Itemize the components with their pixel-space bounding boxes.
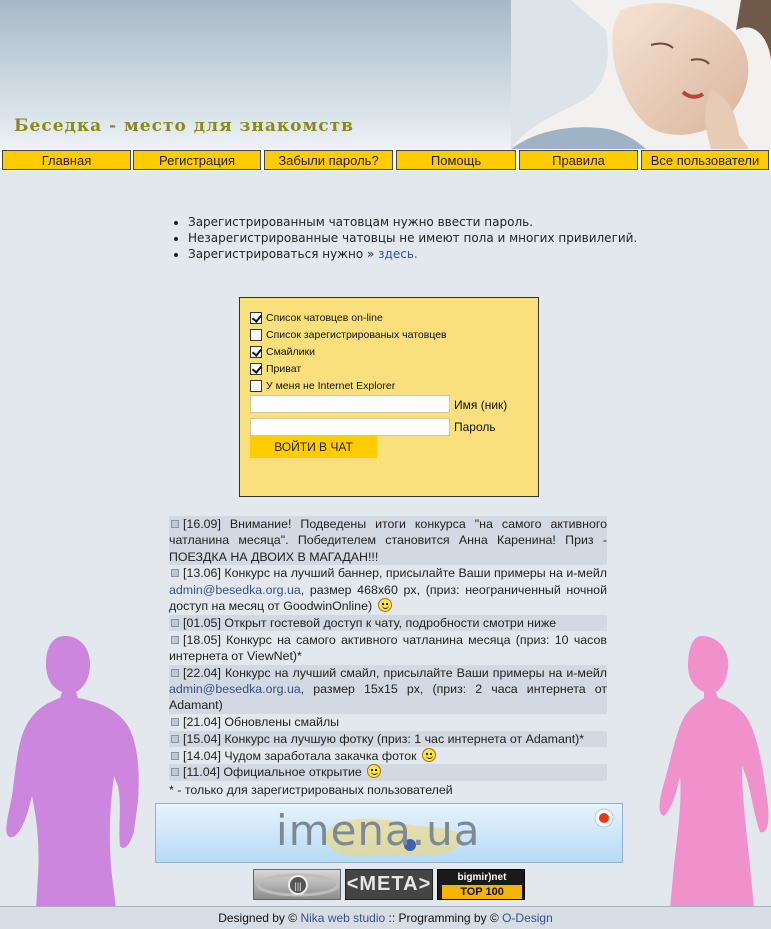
registered-list-checkbox[interactable] (250, 329, 262, 341)
left-silhouette-image (0, 636, 160, 908)
bullet-icon (171, 669, 179, 677)
nav-forgot-password[interactable]: Забыли пароль? (264, 150, 393, 170)
counter-button-1[interactable] (253, 869, 341, 900)
option-label: Приват (266, 362, 302, 375)
news-item: [13.06] Конкурс на лучший баннер, присылайте Ваши примеры на и-мейл admin@besedka.org.ua, размер 468x60 px, (приз: неограниченный ночной доступ на месяц от GoodwinOnline) (169, 566, 607, 613)
nav-help[interactable]: Помощь (396, 150, 516, 170)
counter-logo-icon (254, 870, 341, 900)
private-checkbox[interactable] (250, 363, 262, 375)
not-ie-checkbox[interactable] (250, 380, 262, 392)
imena-banner[interactable] (155, 803, 623, 863)
nav-registration[interactable]: Регистрация (133, 150, 261, 170)
smiley-icon (367, 764, 381, 778)
banner-text: imena.ua (276, 806, 481, 855)
register-prefix: Зарегистрироваться нужно » (188, 247, 375, 261)
news-item: [14.04] Чудом заработала закачка фоток (169, 748, 607, 764)
studio-link[interactable]: Nika web studio (300, 911, 386, 925)
option-label: У меня не Internet Explorer (266, 379, 396, 392)
meta-label: <META> (346, 873, 432, 895)
site-title: Беседка - место для знакомств (14, 116, 354, 136)
password-label: Пароль (454, 420, 496, 434)
header-portrait-image (511, 0, 771, 149)
bullet-icon (171, 569, 179, 577)
winking-smiley-icon (422, 748, 436, 762)
admin-email-link[interactable]: admin@besedka.org.ua (169, 681, 301, 696)
bigmir-label: bigmir)net (457, 872, 507, 883)
admin-email-link[interactable]: admin@besedka.org.ua (169, 582, 301, 597)
news-item: [21.04] Обновлены смайлы (169, 714, 607, 730)
designed-by-text: Designed by © (218, 911, 298, 925)
news-item: [16.09] Внимание! Подведены итоги конкурса "на самого активного чатланина месяца". Победителем становится Анна Каренина! Приз - ПОЕЗДКА НА ДВОИХ В МАГАДАН!!! (169, 517, 607, 564)
enter-chat-button[interactable]: ВОЙТИ В ЧАТ (250, 436, 377, 458)
meta-counter-button[interactable] (345, 869, 433, 900)
login-form (239, 297, 539, 497)
info-item: • Зарегистрированным чатовцам нужно ввести пароль. (188, 214, 637, 230)
option-registered-list[interactable] (250, 327, 447, 342)
register-link[interactable]: здесь. (378, 247, 418, 261)
news-footnote: * - только для зарегистрированых пользователей (169, 782, 453, 797)
option-not-ie[interactable] (250, 378, 395, 393)
top100-label: TOP 100 (442, 885, 522, 899)
glasses-smiley-icon (378, 598, 392, 612)
developer-link[interactable]: O-Design (502, 911, 553, 925)
nickname-input[interactable] (250, 395, 450, 413)
info-item: • Незарегистрированные чатовцы не имеют пола и многих привилегий. (188, 230, 637, 246)
news-item: [01.05] Открыт гостевой доступ к чату, подробности смотри ниже (169, 615, 607, 631)
site-footer (0, 906, 771, 929)
password-input[interactable] (250, 418, 450, 436)
info-list (168, 214, 637, 262)
bullet-icon (171, 520, 179, 528)
right-silhouette-image (630, 636, 771, 908)
bullet-icon (171, 735, 179, 743)
option-online-list[interactable] (250, 310, 383, 325)
bullet-icon (171, 768, 179, 776)
nav-all-users[interactable]: Все пользователи (641, 150, 769, 170)
news-item: [11.04] Официальное открытие (169, 764, 607, 780)
bullet-icon (171, 619, 179, 627)
svg-text:|||: ||| (294, 881, 302, 891)
smileys-checkbox[interactable] (250, 346, 262, 358)
bigmir-counter-button[interactable] (437, 869, 525, 900)
news-list (169, 516, 607, 798)
programming-by-text: Programming by © (398, 911, 499, 925)
bullet-icon (171, 718, 179, 726)
option-label: Смайлики (266, 345, 315, 358)
option-label: Список чатовцев on-line (266, 311, 383, 324)
bullet-icon (171, 752, 179, 760)
nav-home[interactable]: Главная (2, 150, 131, 170)
option-private[interactable] (250, 361, 301, 376)
news-item: [15.04] Конкурс на лучшую фотку (приз: 1 час интернета от Adamant)* (169, 731, 607, 747)
option-smileys[interactable] (250, 344, 315, 359)
info-item-register (188, 246, 637, 262)
bullet-icon (171, 636, 179, 644)
online-list-checkbox[interactable] (250, 312, 262, 324)
nickname-label: Имя (ник) (454, 398, 508, 412)
nav-rules[interactable]: Правила (519, 150, 638, 170)
footer-separator: :: (388, 911, 396, 925)
main-nav (0, 149, 771, 171)
option-label: Список зарегистрированых чатовцев (266, 328, 447, 341)
site-header (0, 0, 771, 149)
news-item: [22.04] Конкурс на лучший смайл, присылайте Ваши примеры на и-мейл admin@besedka.org.ua, размер 15x15 px, (приз: 2 часа интернета от Adamant) (169, 665, 607, 713)
news-item: [18.05] Конкурс на самого активного чатланина месяца (приз: 10 часов интернета от ViewNet)* (169, 632, 607, 663)
